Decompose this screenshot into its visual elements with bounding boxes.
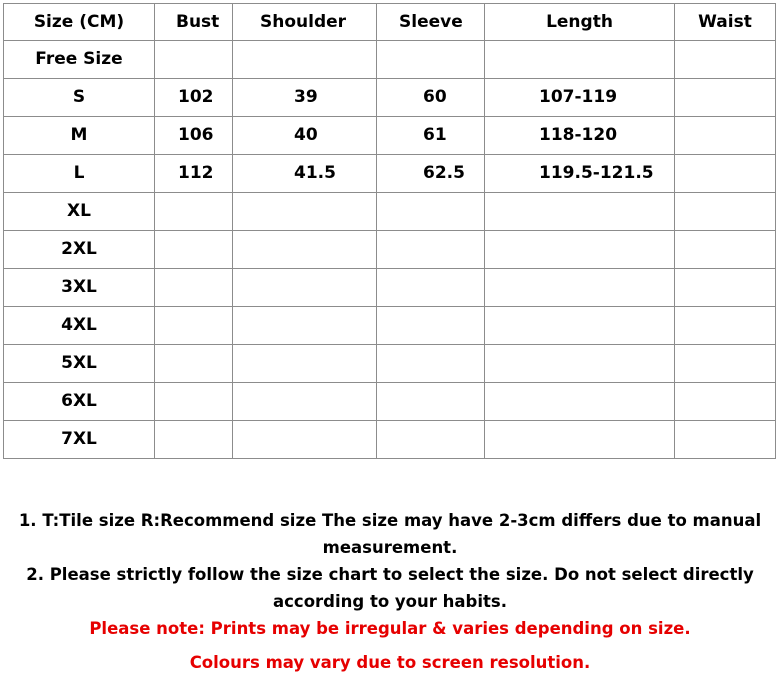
cell-length: [485, 307, 675, 345]
cell-bust: [155, 421, 233, 459]
cell-shoulder: 39: [233, 79, 377, 117]
cell-shoulder: [233, 383, 377, 421]
cell-bust: [155, 383, 233, 421]
cell-bust: [155, 231, 233, 269]
cell-size: 3XL: [4, 269, 155, 307]
table-row: [4, 193, 776, 231]
table-row: [4, 345, 776, 383]
cell-size: M: [4, 117, 155, 155]
cell-bust: [155, 345, 233, 383]
cell-length: [485, 269, 675, 307]
header-bust: Bust: [155, 4, 233, 41]
cell-size: S: [4, 79, 155, 117]
cell-length: 118-120: [485, 117, 675, 155]
cell-waist: [675, 79, 776, 117]
table-row: [4, 383, 776, 421]
cell-size: 7XL: [4, 421, 155, 459]
table-header-row: [4, 4, 776, 41]
cell-sleeve: [377, 345, 485, 383]
header-shoulder: Shoulder: [233, 4, 377, 41]
cell-sleeve: 60: [377, 79, 485, 117]
note-1-line-2: measurement.: [322, 538, 458, 557]
prints-warning: Please note: Prints may be irregular & varies depending on size.: [89, 619, 691, 638]
header-size: Size (CM): [4, 4, 155, 41]
table-row: [4, 79, 776, 117]
cell-sleeve: [377, 307, 485, 345]
table-row: [4, 41, 776, 79]
size-notes: [0, 507, 780, 676]
cell-length: [485, 231, 675, 269]
cell-shoulder: [233, 193, 377, 231]
cell-length: 119.5-121.5: [485, 155, 675, 193]
table-row: [4, 307, 776, 345]
cell-shoulder: [233, 41, 377, 79]
table-row: [4, 155, 776, 193]
cell-size: 4XL: [4, 307, 155, 345]
cell-bust: 112: [155, 155, 233, 193]
cell-waist: [675, 231, 776, 269]
table-row: [4, 269, 776, 307]
cell-size: Free Size: [4, 41, 155, 79]
table-row: [4, 231, 776, 269]
header-waist: Waist: [675, 4, 776, 41]
cell-size: XL: [4, 193, 155, 231]
cell-waist: [675, 155, 776, 193]
cell-shoulder: 40: [233, 117, 377, 155]
cell-size: L: [4, 155, 155, 193]
table-row: [4, 117, 776, 155]
cell-waist: [675, 269, 776, 307]
cell-length: [485, 345, 675, 383]
cell-length: [485, 193, 675, 231]
cell-waist: [675, 421, 776, 459]
cell-waist: [675, 383, 776, 421]
cell-sleeve: [377, 193, 485, 231]
cell-sleeve: [377, 421, 485, 459]
cell-bust: 106: [155, 117, 233, 155]
cell-waist: [675, 41, 776, 79]
cell-waist: [675, 117, 776, 155]
cell-sleeve: 62.5: [377, 155, 485, 193]
note-2-line-2: according to your habits.: [273, 592, 507, 611]
cell-length: [485, 41, 675, 79]
cell-shoulder: [233, 421, 377, 459]
header-sleeve: Sleeve: [377, 4, 485, 41]
cell-size: 2XL: [4, 231, 155, 269]
cell-bust: [155, 41, 233, 79]
cell-length: 107-119: [485, 79, 675, 117]
cell-sleeve: 61: [377, 117, 485, 155]
cell-shoulder: [233, 231, 377, 269]
cell-sleeve: [377, 41, 485, 79]
cell-shoulder: 41.5: [233, 155, 377, 193]
colours-warning: Colours may vary due to screen resolution.: [189, 653, 591, 672]
cell-sleeve: [377, 269, 485, 307]
cell-size: 6XL: [4, 383, 155, 421]
cell-sleeve: [377, 231, 485, 269]
header-length: Length: [485, 4, 675, 41]
size-chart-table: [3, 3, 776, 459]
cell-bust: [155, 307, 233, 345]
cell-shoulder: [233, 307, 377, 345]
cell-shoulder: [233, 269, 377, 307]
note-1-line-1: 1. T:Tile size R:Recommend size The size may have 2-3cm differs due to manual: [18, 511, 762, 530]
note-2-line-1: 2. Please strictly follow the size chart to select the size. Do not select directly: [26, 565, 754, 584]
cell-waist: [675, 193, 776, 231]
cell-sleeve: [377, 383, 485, 421]
cell-waist: [675, 345, 776, 383]
cell-waist: [675, 307, 776, 345]
cell-bust: [155, 269, 233, 307]
cell-length: [485, 383, 675, 421]
cell-bust: 102: [155, 79, 233, 117]
table-row: [4, 421, 776, 459]
cell-shoulder: [233, 345, 377, 383]
cell-size: 5XL: [4, 345, 155, 383]
cell-bust: [155, 193, 233, 231]
cell-length: [485, 421, 675, 459]
